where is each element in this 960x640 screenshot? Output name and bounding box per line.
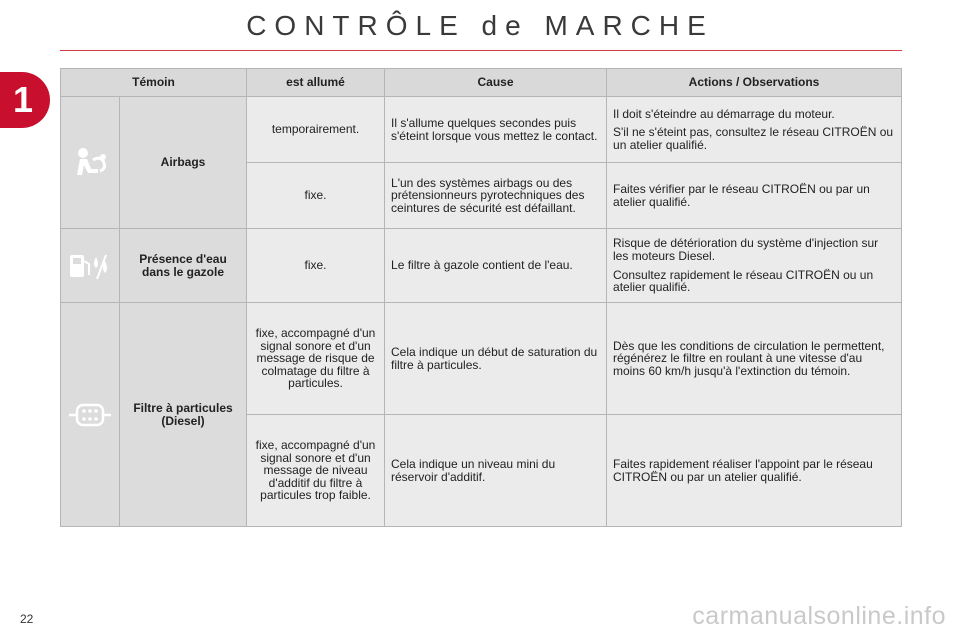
table-header-row bbox=[61, 69, 902, 97]
table-row bbox=[61, 97, 902, 163]
particle-filter-label: Filtre à particules (Diesel) bbox=[120, 303, 247, 527]
filter-actions-1 bbox=[607, 303, 902, 415]
airbags-cause-1: Il s'allume quelques secondes puis s'éteint lorsque vous mettez le contact. bbox=[385, 97, 607, 163]
table-row bbox=[61, 303, 902, 415]
action-text: S'il ne s'éteint pas, consultez le réseau CITROËN ou un atelier qualifié. bbox=[613, 125, 894, 152]
title-divider bbox=[60, 50, 902, 51]
airbags-when-1: temporairement. bbox=[247, 97, 385, 163]
water-cause: Le filtre à gazole contient de l'eau. bbox=[385, 229, 607, 303]
column-header-indicator: Témoin bbox=[61, 69, 247, 97]
water-when: fixe. bbox=[247, 229, 385, 303]
airbags-actions-1 bbox=[607, 97, 902, 163]
airbags-label: Airbags bbox=[120, 97, 247, 229]
airbag-icon-cell bbox=[61, 97, 120, 229]
airbags-when-2: fixe. bbox=[247, 163, 385, 229]
chapter-tab: 1 bbox=[0, 72, 50, 128]
particle-filter-icon-cell bbox=[61, 303, 120, 527]
filter-cause-2: Cela indique un niveau mini du réservoir d'additif. bbox=[385, 415, 607, 527]
action-text: Dès que les conditions de circulation le permettent, régénérez le filtre en roulant à une vitesse d'au moins 60 km/h jusqu'à l'extinction du témoin. bbox=[613, 338, 885, 378]
airbags-actions-2 bbox=[607, 163, 902, 229]
water-actions bbox=[607, 229, 902, 303]
action-text: Faites rapidement réaliser l'appoint par le réseau CITROËN ou par un atelier qualifié. bbox=[613, 456, 873, 484]
filter-actions-2 bbox=[607, 415, 902, 527]
airbags-cause-2: L'un des systèmes airbags ou des prétensionneurs pyrotechniques des ceintures de sécurité est défaillant. bbox=[385, 163, 607, 229]
water-in-fuel-icon-cell bbox=[61, 229, 120, 303]
water-in-diesel-label: Présence d'eau dans le gazole bbox=[120, 229, 247, 303]
column-header-lit: est allumé bbox=[247, 69, 385, 97]
action-text: Il doit s'éteindre au démarrage du moteur. bbox=[613, 106, 835, 121]
water-in-fuel-icon bbox=[67, 251, 113, 281]
column-header-cause: Cause bbox=[385, 69, 607, 97]
filter-cause-1: Cela indique un début de saturation du filtre à particules. bbox=[385, 303, 607, 415]
table-row bbox=[61, 229, 902, 303]
action-text: Consultez rapidement le réseau CITROËN ou un atelier qualifié. bbox=[613, 267, 874, 295]
page-number: 22 bbox=[20, 612, 34, 626]
column-header-actions: Actions / Observations bbox=[607, 69, 902, 97]
action-text: Faites vérifier par le réseau CITROËN ou par un atelier qualifié. bbox=[613, 181, 870, 209]
action-text: Risque de détérioration du système d'injection sur les moteurs Diesel. bbox=[613, 236, 879, 263]
page-title: CONTRÔLE de MARCHE bbox=[246, 10, 714, 41]
filter-when-2: fixe, accompagné d'un signal sonore et d'un message de niveau d'additif du filtre à particules trop faible. bbox=[247, 415, 385, 527]
filter-when-1: fixe, accompagné d'un signal sonore et d'un message de risque de colmatage du filtre à particules. bbox=[247, 303, 385, 415]
warning-lights-table bbox=[60, 68, 902, 527]
particle-filter-icon bbox=[67, 401, 113, 429]
airbag-icon bbox=[68, 145, 112, 181]
watermark: carmanualsonline.info bbox=[692, 602, 946, 630]
